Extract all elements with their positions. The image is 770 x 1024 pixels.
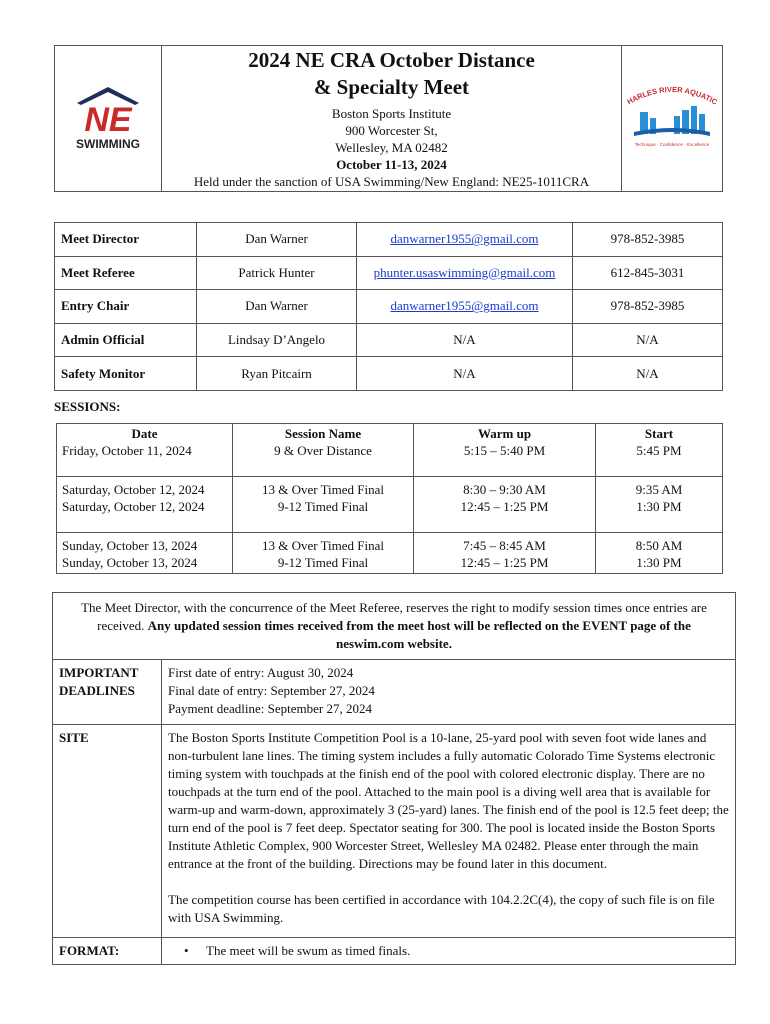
session-date: Friday, October 11, 2024: [62, 443, 192, 458]
date-header: Date: [131, 426, 158, 441]
bullet-icon: •: [184, 943, 189, 958]
cra-logo-tagline: Technique · Confidence · Excellence: [634, 142, 710, 147]
session-warmup: 12:45 – 1:25 PM: [460, 555, 549, 570]
session-warmup: 12:45 – 1:25 PM: [460, 499, 549, 514]
session-name: 9 & Over Distance: [274, 443, 372, 458]
name-header: Session Name: [284, 426, 362, 441]
meet-dates: October 11-13, 2024: [336, 157, 447, 172]
session-name: 9-12 Timed Final: [277, 499, 369, 514]
session-date: Sunday, October 13, 2024: [62, 538, 198, 553]
session-date-cell: [57, 477, 233, 533]
session-date: Sunday, October 13, 2024: [62, 555, 198, 570]
start-header: Start: [644, 426, 674, 441]
session-start-cell: [596, 424, 723, 477]
official-email-cell: [357, 256, 573, 290]
meet-title-line1: 2024 NE CRA October Distance: [248, 48, 535, 72]
official-email: N/A: [453, 365, 476, 381]
session-start-cell: [596, 533, 723, 574]
official-row: [55, 323, 723, 357]
official-email-link[interactable]: danwarner1955@gmail.com: [390, 231, 539, 247]
venue-city: Wellesley, MA 02482: [335, 140, 448, 155]
session-name-cell: [233, 477, 414, 533]
session-group-row: [57, 533, 723, 574]
official-role: Meet Director: [55, 223, 197, 257]
session-date-cell: [57, 424, 233, 477]
session-warmup-cell: [414, 424, 596, 477]
official-name: Dan Warner: [197, 290, 357, 324]
deadline-final-entry: Final date of entry: September 27, 2024: [168, 683, 375, 698]
official-phone: 612-845-3031: [573, 256, 723, 290]
ne-swimming-logo: [69, 77, 147, 155]
deadlines-list: [162, 660, 736, 725]
venue-street: 900 Worcester St,: [345, 123, 438, 138]
ne-logo-text: SWIMMING: [76, 137, 140, 151]
session-date: Saturday, October 12, 2024: [62, 482, 205, 497]
official-phone: N/A: [573, 357, 723, 391]
official-email: N/A: [453, 332, 476, 348]
official-phone: 978-852-3985: [573, 223, 723, 257]
sessions-table: [56, 423, 723, 574]
session-start: 1:30 PM: [636, 499, 682, 514]
ne-swimming-logo-cell: [55, 46, 162, 192]
official-role: Entry Chair: [55, 290, 197, 324]
official-phone: 978-852-3985: [573, 290, 723, 324]
official-email-cell: [357, 290, 573, 324]
svg-text:NE: NE: [84, 101, 132, 139]
session-start-cell: [596, 477, 723, 533]
session-name: 13 & Over Timed Final: [261, 538, 385, 553]
session-name-cell: [233, 533, 414, 574]
official-name: Ryan Pitcairn: [197, 357, 357, 391]
deadline-first-entry: First date of entry: August 30, 2024: [168, 665, 354, 680]
official-email-cell: [357, 357, 573, 391]
format-label: FORMAT:: [53, 938, 162, 965]
session-times-notice: [53, 593, 736, 660]
session-date-cell: [57, 533, 233, 574]
official-phone: N/A: [573, 323, 723, 357]
session-warmup: 7:45 – 8:45 AM: [463, 538, 546, 553]
notice-bold-text: Any updated session times received from the meet host will be reflected on the EVENT page of the neswim.com website.: [147, 618, 691, 651]
charles-river-aquatics-logo: [624, 76, 720, 156]
official-name: Lindsay D’Angelo: [197, 323, 357, 357]
official-email-link[interactable]: phunter.usaswimming@gmail.com: [373, 264, 556, 280]
svg-text:CHARLES RIVER AQUATICS: [624, 76, 719, 107]
official-email-cell: [357, 323, 573, 357]
deadline-payment: Payment deadline: September 27, 2024: [168, 701, 372, 716]
sessions-label: SESSIONS:: [54, 399, 121, 414]
session-name: 13 & Over Timed Final: [261, 482, 385, 497]
official-role: Safety Monitor: [55, 357, 197, 391]
header-center: [162, 46, 622, 192]
session-start: 9:35 AM: [635, 482, 683, 497]
official-role: Meet Referee: [55, 256, 197, 290]
official-row: [55, 223, 723, 257]
site-paragraph-2: The competition course has been certified in accordance with 104.2.2C(4), the copy of such file is on file with USA Swimming.: [168, 892, 715, 925]
official-name: Patrick Hunter: [197, 256, 357, 290]
session-start: 8:50 AM: [635, 538, 683, 553]
session-warmup: 8:30 – 9:30 AM: [463, 482, 546, 497]
official-email-cell: [357, 223, 573, 257]
session-start: 5:45 PM: [636, 443, 682, 458]
session-warmup-cell: [414, 533, 596, 574]
official-name: Dan Warner: [197, 223, 357, 257]
session-warmup-cell: [414, 477, 596, 533]
venue-name: Boston Sports Institute: [331, 106, 452, 121]
official-row: [55, 290, 723, 324]
meet-header: [54, 45, 723, 192]
format-list: [162, 938, 736, 965]
session-group-row: [57, 477, 723, 533]
notice-plain-text: The Meet Director, with the concurrence of the Meet Referee, reserves the right to modify session times once entries are received.: [81, 600, 707, 633]
sanction-text: Held under the sanction of USA Swimming/New England: NE25-1011CRA: [193, 174, 590, 189]
session-group-row: [57, 424, 723, 477]
session-start: 1:30 PM: [636, 555, 682, 570]
session-name: 9-12 Timed Final: [277, 555, 369, 570]
official-email-link[interactable]: danwarner1955@gmail.com: [390, 298, 539, 314]
officials-table: [54, 222, 723, 391]
format-item: • The meet will be swum as timed finals.: [184, 943, 411, 958]
meet-info-table: [52, 592, 736, 965]
site-paragraph-1: The Boston Sports Institute Competition Pool is a 10-lane, 25-yard pool with seven foot wide lanes and non-turbulent lane lines. The timing system includes a fully automatic Colorado Time Systems electronic timing system with touchpads at the finish end of the pool with colored electronic display. There are no touchpads at the turn end of the pool. Attached to the main pool is a diving well area that is available for warm-up and warm-down, approximately 3 (25-yard) lanes. The finish end of the pool is 12.5 feet deep; the turn end of the pool is 7 feet deep. Spectator seating for 300. The pool is located inside the Boston Sports Institute Athletic Complex, 900 Worcester Street, Wellesley MA 02482. Please enter through the main entrance at the front of the building. Directions may be found later in this document.: [168, 730, 729, 871]
session-date: Saturday, October 12, 2024: [62, 499, 205, 514]
site-label: SITE: [53, 725, 162, 938]
deadlines-label: IMPORTANT DEADLINES: [53, 660, 162, 725]
site-description: [162, 725, 736, 938]
session-warmup: 5:15 – 5:40 PM: [463, 443, 546, 458]
meet-title-line2: & Specialty Meet: [313, 75, 470, 99]
warmup-header: Warm up: [477, 426, 532, 441]
cra-logo-text: HARLES RIVER AQUATIC: [625, 84, 719, 107]
official-row: [55, 357, 723, 391]
official-row: [55, 256, 723, 290]
cra-logo-cell: [622, 46, 723, 192]
session-name-cell: [233, 424, 414, 477]
official-role: Admin Official: [55, 323, 197, 357]
